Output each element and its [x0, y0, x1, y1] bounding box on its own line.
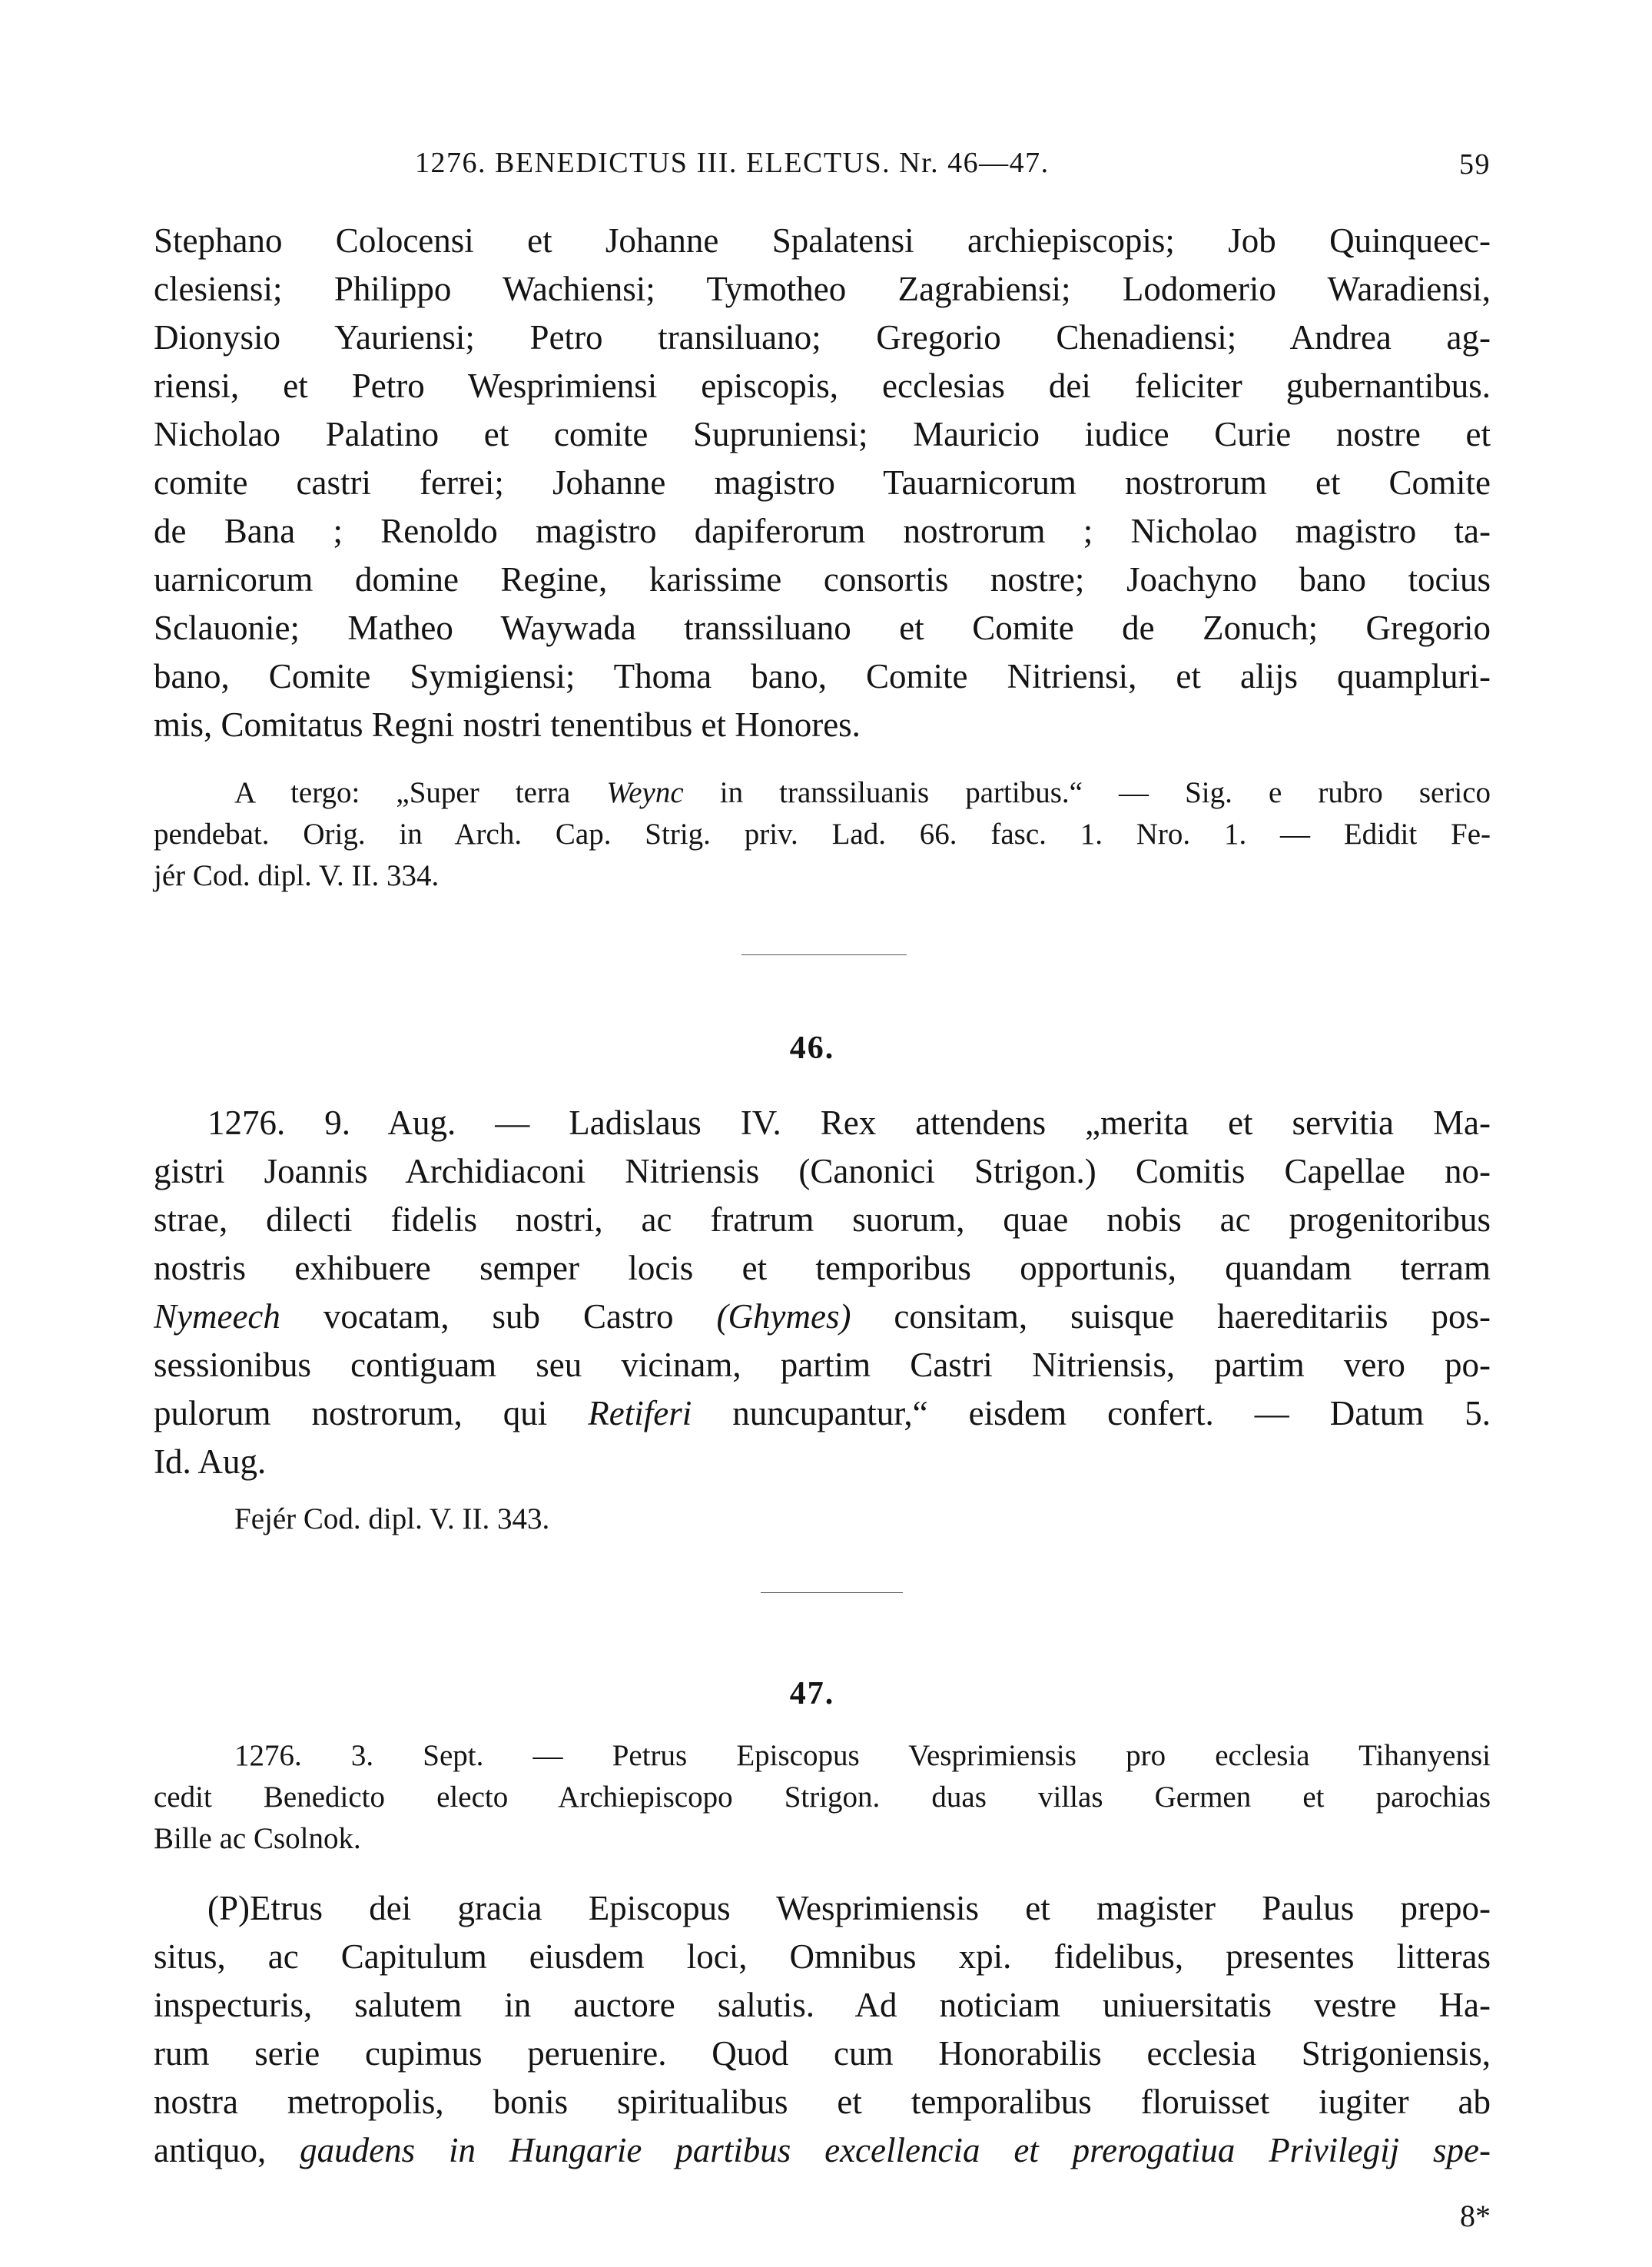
italic-phrase: gaudens in Hungarie partibus excellencia et prerogatiua Privilegij spe-: [300, 2131, 1491, 2169]
text-line: situs, ac Capitulum eiusdem loci, Omnibus xpi. fidelibus, presentes litteras: [154, 1937, 1491, 1976]
charter-text-continued: [154, 217, 1491, 749]
page-number: 59: [1459, 148, 1491, 181]
note-line: A tergo: „Super terra Weync in transsiluanis partibus.“ — Sig. e rubro serico: [234, 776, 1491, 809]
text-line: riensi, et Petro Wesprimiensi episcopis, ecclesias dei feliciter gubernantibus.: [154, 367, 1491, 405]
regest-47: [154, 1735, 1491, 1860]
text-line: (P)Etrus dei gracia Episcopus Wesprimiensis et magister Paulus prepo-: [207, 1889, 1491, 1927]
source-46: [154, 1499, 1491, 1540]
text-line: rum serie cupimus peruenire. Quod cum Honorabilis ecclesia Strigoniensis,: [154, 2034, 1491, 2073]
section-divider: [761, 1592, 903, 1593]
summary-line: Bille ac Csolnok.: [154, 1822, 361, 1855]
text-line: Stephano Colocensi et Johanne Spalatensi archiepiscopis; Job Quinqueec-: [154, 221, 1491, 260]
text-line: antiquo, gaudens in Hungarie partibus excellencia et prerogatiua Privilegij spe-: [154, 2131, 1491, 2169]
signature-mark: 8*: [1460, 2199, 1491, 2233]
text-line: Nymeech vocatam, sub Castro (Ghymes) consitam, suisque haereditariis pos-: [154, 1297, 1491, 1336]
running-head: 1276. BENEDICTUS III. ELECTUS. Nr. 46—47.: [415, 147, 1050, 179]
text-line: Sclauonie; Matheo Waywada transsiluano et Comite de Zonuch; Gregorio: [154, 609, 1491, 647]
note-line: jér Cod. dipl. V. II. 334.: [154, 859, 440, 892]
text-line: inspecturis, salutem in auctore salutis. Ad noticiam uniuersitatis vestre Ha-: [154, 1986, 1491, 2024]
text-line: strae, dilecti fidelis nostri, ac fratrum suorum, quae nobis ac progenitoribus: [154, 1200, 1491, 1239]
summary-line: cedit Benedicto electo Archiepiscopo Strigon. duas villas Germen et parochias: [154, 1781, 1491, 1814]
text-line: gistri Joannis Archidiaconi Nitriensis (Canonici Strigon.) Comitis Capellae no-: [154, 1152, 1491, 1190]
document-number: 47.: [789, 1676, 835, 1711]
place-name-italic: Nymeech: [154, 1297, 280, 1336]
text-line: Dionysio Yauriensi; Petro transiluano; Gregorio Chenadiensi; Andrea ag-: [154, 318, 1491, 357]
text-line: mis, Comitatus Regni nostri tenentibus et Honores.: [154, 705, 861, 744]
people-name-italic: Retiferi: [588, 1394, 692, 1432]
charter-text-47: [154, 1884, 1491, 2175]
text-line: nostra metropolis, bonis spiritualibus et temporalibus floruisset iugiter ab: [154, 2083, 1491, 2121]
regest-46: [154, 1099, 1491, 1486]
text-line: comite castri ferrei; Johanne magistro Tauarnicorum nostrorum et Comite: [154, 463, 1491, 502]
text-line: de Bana ; Renoldo magistro dapiferorum nostrorum ; Nicholao magistro ta-: [154, 512, 1491, 550]
text-line: nostris exhibuere semper locis et temporibus opportunis, quandam terram: [154, 1249, 1491, 1287]
place-name-italic: Weync: [606, 776, 684, 809]
note-line: pendebat. Orig. in Arch. Cap. Strig. priv. Lad. 66. fasc. 1. Nro. 1. — Edidit Fe-: [154, 818, 1491, 851]
text-line: uarnicorum domine Regine, karissime consortis nostre; Joachyno bano tocius: [154, 560, 1491, 599]
page-header: [154, 131, 1491, 184]
source-line: Fejér Cod. dipl. V. II. 343.: [234, 1502, 550, 1535]
text-line: bano, Comite Symigiensi; Thoma bano, Comite Nitriensi, et alijs quampluri-: [154, 657, 1491, 695]
text-line: 1276. 9. Aug. — Ladislaus IV. Rex attendens „merita et servitia Ma-: [207, 1104, 1491, 1142]
text-line: clesiensi; Philippo Wachiensi; Tymotheo Zagrabiensi; Lodomerio Waradiensi,: [154, 270, 1491, 308]
text-line: Nicholao Palatino et comite Supruniensi; Mauricio iudice Curie nostre et: [154, 415, 1491, 453]
document-number: 46.: [789, 1031, 835, 1066]
text-line: Id. Aug.: [154, 1442, 267, 1481]
text-line: sessionibus contiguam seu vicinam, partim Castri Nitriensis, partim vero po-: [154, 1346, 1491, 1384]
section-divider: [741, 954, 907, 955]
archival-note: [154, 772, 1491, 897]
text-line: pulorum nostrorum, qui Retiferi nuncupantur,“ eisdem confert. — Datum 5.: [154, 1394, 1491, 1432]
place-name-italic: (Ghymes): [716, 1297, 851, 1336]
summary-line: 1276. 3. Sept. — Petrus Episcopus Vesprimiensis pro ecclesia Tihanyensi: [234, 1739, 1491, 1772]
